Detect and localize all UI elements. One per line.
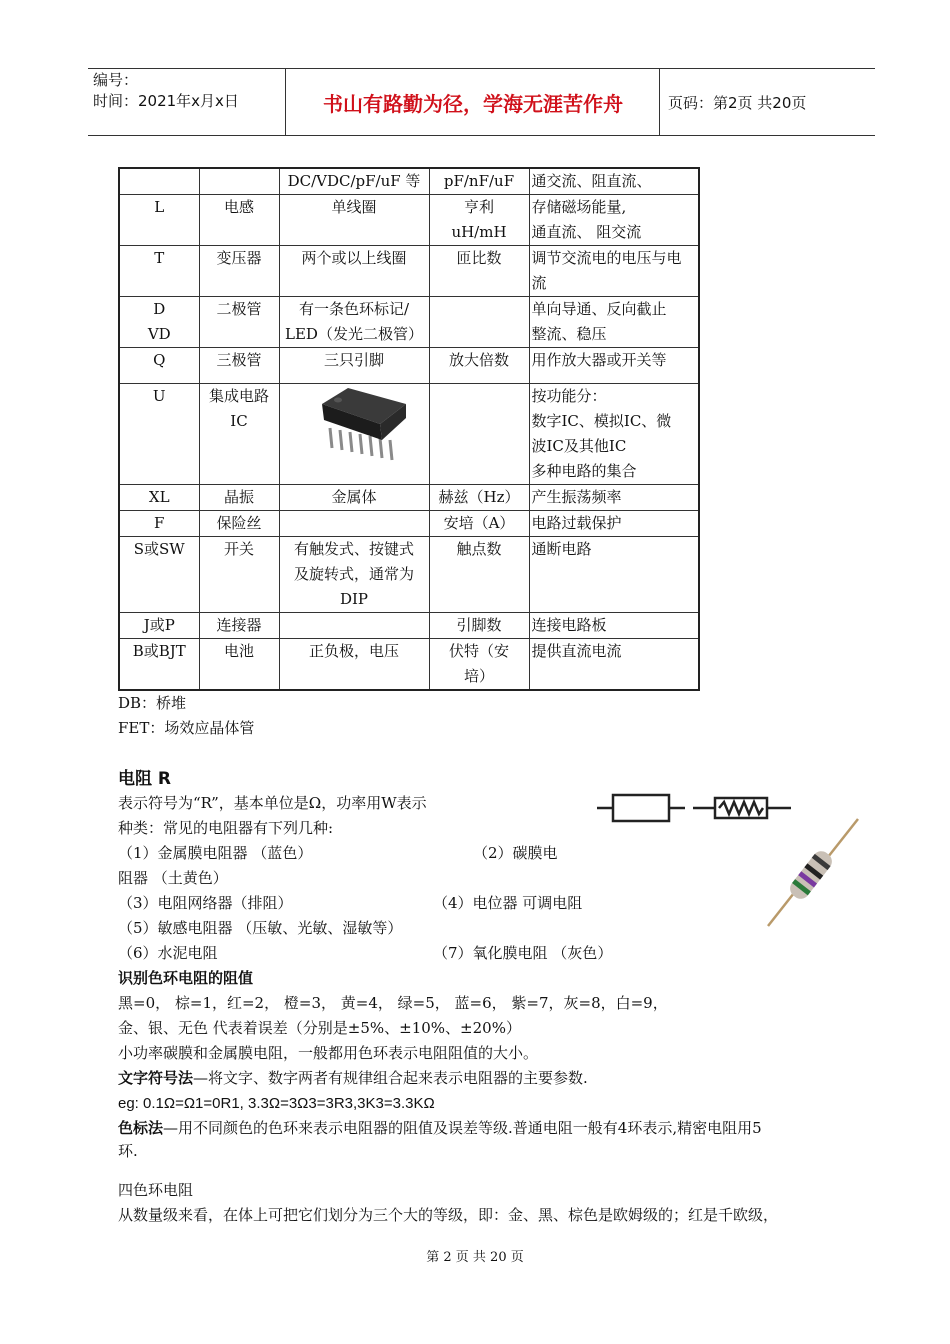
table-cell: 变压器 [199,246,279,297]
table-cell: 单向导通、反向截止 整流、稳压 [529,297,699,348]
text-method-desc: —将文字、数字两者有规律组合起来表示电阻器的主要参数. [193,1069,588,1087]
table-cell: 触点数 [429,537,529,613]
small-power-line: 小功率碳膜和金属膜电阻，一般都用色环表示电阻阻值的大小。 [118,1044,539,1062]
table-cell: 电感 [199,195,279,246]
color-method-cont: 环. [118,1142,138,1160]
table-cell [199,168,279,195]
note-fet: FET：场效应晶体管 [118,719,255,737]
table-cell [279,613,429,639]
table-cell: 三只引脚 [279,348,429,384]
table-row [119,348,699,384]
text-method-line [118,1066,588,1091]
table-cell [429,384,529,485]
table-cell: 连接器 [199,613,279,639]
text-method-title: 文字符号法 [118,1069,194,1087]
header-page-info: 页码：第2页 共20页 [668,94,807,112]
header-motto: 书山有路勤为径，学海无涯苦作舟 [323,92,623,116]
table-cell: 电路过载保护 [529,511,699,537]
resistor-kind-1: （1）金属膜电阻器 （蓝色） [118,844,313,862]
resistor-kind-5: （5）敏感电阻器 （压敏、光敏、湿敏等） [118,919,403,937]
table-row [119,613,699,639]
table-row [119,246,699,297]
table-cell: 金属体 [279,485,429,511]
table-cell: 开关 [199,537,279,613]
table-row [119,511,699,537]
header-bottom-rule [88,135,875,136]
four-band-title: 四色环电阻 [118,1181,194,1199]
table-cell [429,297,529,348]
table-cell: 存储磁场能量, 通直流、 阻交流 [529,195,699,246]
table-cell: F [119,511,199,537]
table-cell: 三极管 [199,348,279,384]
table-cell: 电池 [199,639,279,691]
resistor-kind-7: （7）氧化膜电阻 （灰色） [433,944,613,962]
table-cell: 有触发式、按键式 及旋转式，通常为 DIP [279,537,429,613]
table-cell: 晶振 [199,485,279,511]
table-cell: 放大倍数 [429,348,529,384]
table-cell: U [119,384,199,485]
table-cell: 正负极，电压 [279,639,429,691]
note-db: DB：桥堆 [118,694,187,712]
table-cell: 保险丝 [199,511,279,537]
table-row [119,297,699,348]
color-method-desc: —用不同颜色的色环来表示电阻器的阻值及误差等级.普通电阻一般有4环表示,精密电阻用5 [163,1119,762,1137]
four-band-desc: 从数量级来看，在体上可把它们划分为三个大的等级，即：金、黑、棕色是欧姆级的；红是千欧级， [118,1206,779,1224]
resistor-title: 电阻 R [118,769,172,789]
table-cell: 赫兹（Hz） [429,485,529,511]
table-row [119,384,699,485]
color-method-line [118,1116,762,1141]
resistor-symbol-box [597,795,685,821]
page-footer: 第 2 页 共 20 页 [426,1250,524,1265]
table-cell: 安培（A） [429,511,529,537]
table-row [119,195,699,246]
table-cell: pF/nF/uF [429,168,529,195]
table-cell: Q [119,348,199,384]
table-cell: 产生振荡频率 [529,485,699,511]
resistor-kind-6: （6）水泥电阻 [118,944,218,962]
table-cell: S或SW [119,537,199,613]
table-cell: 有一条色环标记/ LED（发光二极管） [279,297,429,348]
resistor-photo [762,815,862,930]
table-cell: 用作放大器或开关等 [529,348,699,384]
table-row [119,485,699,511]
identify-title: 识别色环电阻的阻值 [118,969,254,987]
resistor-kind-2-cont: 阻器 （土黄色） [118,869,228,887]
table-cell: 通断电路 [529,537,699,613]
resistor-kinds-line: 种类：常见的电阻器有下列几种: [118,819,334,837]
header-number: 编号： [93,71,139,89]
resistor-kind-2: （2）碳膜电 [473,844,558,862]
header-time: 时间：2021年x月x日 [93,92,239,110]
header-divider-2 [659,68,660,136]
table-cell: 提供直流电流 [529,639,699,691]
table-cell: 按功能分： 数字IC、模拟IC、微 波IC及其他IC 多种电路的集合 [529,384,699,485]
table-cell: 连接电路板 [529,613,699,639]
table-cell: B或BJT [119,639,199,691]
table-cell [119,168,199,195]
table-cell: 集成电路 IC [199,384,279,485]
table-cell: 通交流、阻直流、 [529,168,699,195]
component-table [118,167,700,691]
table-cell: 伏特（安 培） [429,639,529,691]
table-cell: XL [119,485,199,511]
table-cell: L [119,195,199,246]
table-row [119,639,699,691]
table-cell: DC/VDC/pF/uF 等 [279,168,429,195]
color-codes: 黑=0， 棕=1，红=2， 橙=3， 黄=4， 绿=5， 蓝=6， 紫=7，灰=8，白=9， [118,994,668,1012]
table-cell [279,511,429,537]
header-top-rule [88,68,875,69]
tolerance-line: 金、银、无色 代表着误差（分别是±5%、±10%、±20%） [118,1019,521,1037]
table-cell: 亨利 uH/mH [429,195,529,246]
example-line: eg: 0.1Ω=Ω1=0R1, 3.3Ω=3Ω3=3R3,3K3=3.3KΩ [118,1095,435,1112]
header-divider-1 [285,68,286,136]
header-meta [93,70,239,112]
table-cell: 匝比数 [429,246,529,297]
table-row [119,537,699,613]
resistor-kind-3: （3）电阻网络器（排阻） [118,894,293,912]
table-cell: 引脚数 [429,613,529,639]
table-cell: T [119,246,199,297]
table-cell: 单线圈 [279,195,429,246]
color-method-title: 色标法 [118,1119,164,1137]
resistor-kind-4: （4）电位器 可调电阻 [433,894,583,912]
table-cell: D VD [119,297,199,348]
ic-chip-image [318,384,408,462]
table-cell: 二极管 [199,297,279,348]
table-row [119,168,699,195]
table-cell: 调节交流电的电压与电 流 [529,246,699,297]
table-cell: 两个或以上线圈 [279,246,429,297]
resistor-symbol-line: 表示符号为“R”，基本单位是Ω，功率用W表示 [118,794,427,812]
table-cell: J或P [119,613,199,639]
